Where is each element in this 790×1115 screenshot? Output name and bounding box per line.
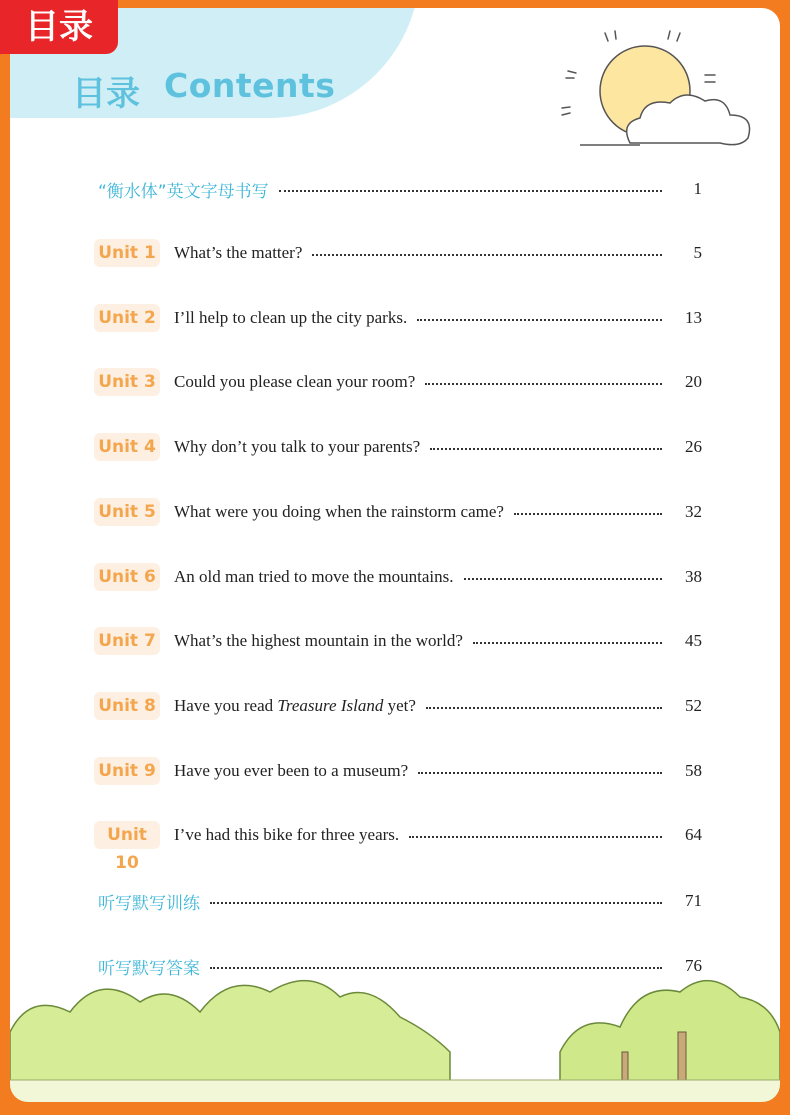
page-number: 58: [685, 761, 702, 780]
toc-entry[interactable]: [94, 561, 702, 593]
toc-entry[interactable]: [94, 496, 702, 528]
page-title-en: Contents: [164, 66, 336, 105]
page-number: 45: [685, 631, 702, 650]
page-number: 26: [685, 437, 702, 456]
dot-leader: [430, 448, 662, 450]
dot-leader: [210, 967, 662, 969]
entry-title: Have you read Treasure Island yet?: [174, 696, 416, 715]
unit-badge: Unit 1: [94, 239, 160, 267]
entry-title: Have you ever been to a museum?: [174, 761, 409, 780]
toc-entry[interactable]: [94, 302, 702, 334]
book-title: Treasure Island: [277, 696, 384, 715]
page-number: 32: [685, 502, 702, 521]
entry-label: 听写默写答案: [98, 958, 200, 979]
toc-entry[interactable]: [94, 237, 702, 269]
dot-leader: [473, 642, 662, 644]
page-number: 64: [685, 825, 702, 844]
entry-label: “衡水体”英文字母书写: [98, 181, 269, 202]
entry-title: Why don’t you talk to your parents?: [174, 437, 421, 456]
entry-title: An old man tried to move the mountains.: [174, 567, 454, 586]
entry-title: What’s the highest mountain in the world?: [174, 631, 463, 650]
dot-leader: [279, 190, 662, 192]
entry-title: I’ve had this bike for three years.: [174, 825, 400, 844]
dot-leader: [514, 513, 662, 515]
trees-illustration: [10, 972, 780, 1102]
toc-entry[interactable]: [94, 431, 702, 463]
page-number: 1: [693, 179, 702, 198]
unit-badge: Unit 7: [94, 627, 160, 655]
toc-page: [10, 8, 780, 1102]
toc-entry[interactable]: [94, 819, 702, 873]
dot-leader: [464, 578, 662, 580]
dot-leader: [426, 707, 662, 709]
dot-leader: [425, 383, 662, 385]
page-number: 76: [685, 956, 702, 975]
toc-entry[interactable]: [94, 625, 702, 657]
toc-entry[interactable]: [94, 885, 702, 917]
toc-entry[interactable]: [94, 173, 702, 205]
entry-title: What’s the matter?: [174, 243, 303, 262]
page-number: 13: [685, 308, 702, 327]
dot-leader: [417, 319, 662, 321]
dot-leader: [210, 902, 662, 904]
dot-leader: [312, 254, 662, 256]
page-title-cn: 目录: [72, 74, 140, 114]
unit-badge: Unit 10: [94, 821, 160, 849]
entry-label: 听写默写训练: [98, 893, 200, 914]
corner-tab-label: 目录: [0, 0, 118, 54]
toc-entry[interactable]: [94, 366, 702, 398]
toc-entry[interactable]: [94, 755, 702, 787]
unit-badge: Unit 5: [94, 498, 160, 526]
entry-title: I’ll help to clean up the city parks.: [174, 308, 408, 327]
unit-badge: Unit 4: [94, 433, 160, 461]
unit-badge: Unit 3: [94, 368, 160, 396]
entry-title: What were you doing when the rainstorm came?: [174, 502, 504, 521]
unit-badge: Unit 2: [94, 304, 160, 332]
page-number: 5: [693, 243, 702, 262]
page-number: 20: [685, 372, 702, 391]
page-number: 38: [685, 567, 702, 586]
unit-badge: Unit 9: [94, 757, 160, 785]
unit-badge: Unit 8: [94, 692, 160, 720]
page-number: 52: [685, 696, 702, 715]
sun-cloud-illustration: [550, 23, 760, 153]
page-number: 71: [685, 891, 702, 910]
dot-leader: [409, 836, 662, 838]
entry-title: Could you please clean your room?: [174, 372, 416, 391]
dot-leader: [418, 772, 662, 774]
toc-entry[interactable]: [94, 690, 702, 722]
unit-badge: Unit 6: [94, 563, 160, 591]
